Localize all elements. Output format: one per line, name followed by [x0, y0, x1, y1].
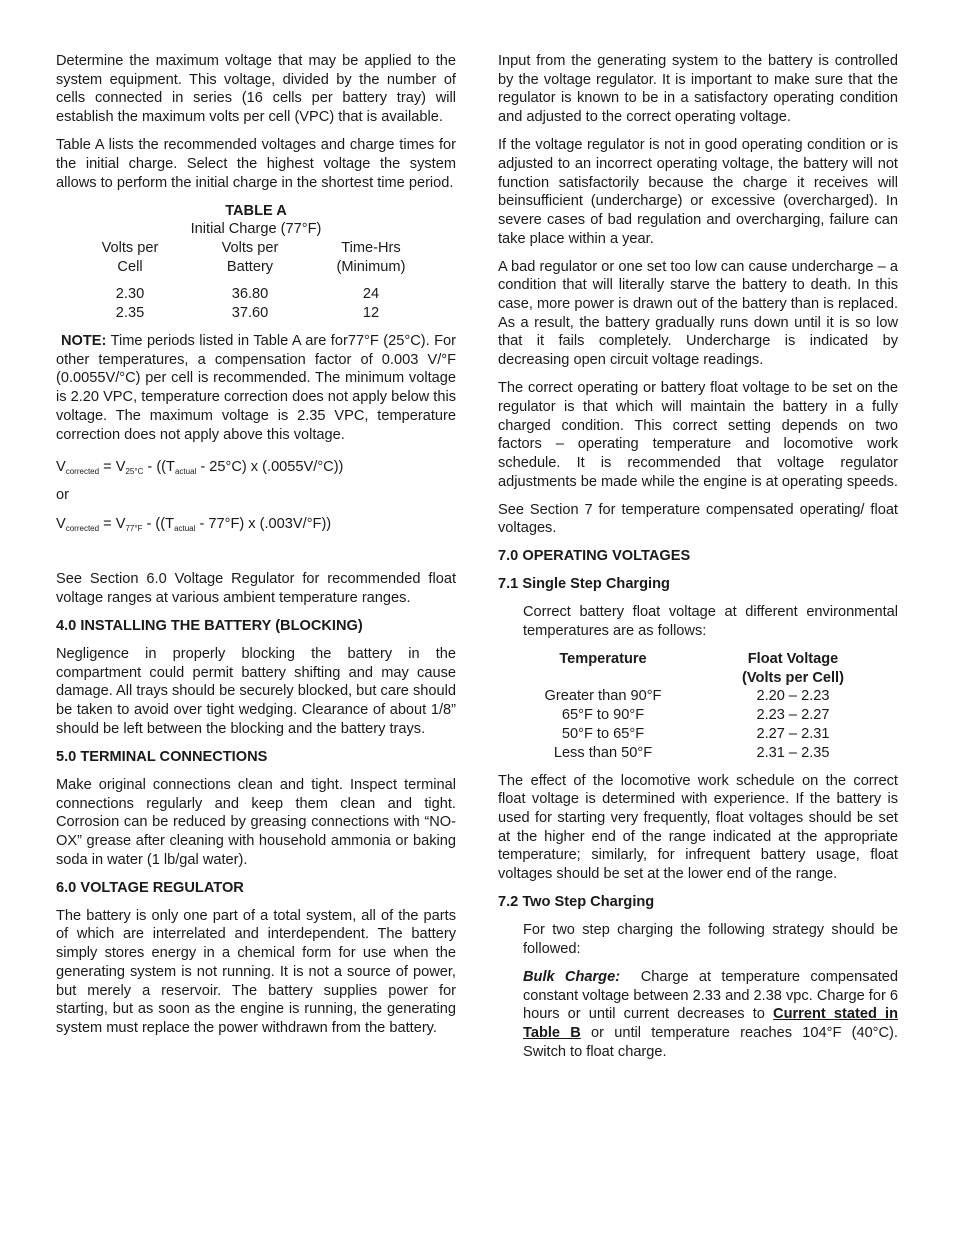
table-row	[508, 725, 888, 744]
table-row	[508, 744, 888, 763]
paragraph: Correct battery float voltage at different environmental temperatures are as follows:	[523, 604, 898, 640]
col-header: Temperature	[559, 651, 647, 668]
paragraph: The correct operating or battery float voltage to be set on the regulator is that which will maintain the battery in a fully charged condition. This correct setting depends on two factors – operating temperature and locomotive work schedule. It is recommended that voltage regulator adjustments be made while the engine is at operating speeds.	[498, 380, 898, 490]
section-heading: 6.0 VOLTAGE REGULATOR	[56, 879, 244, 896]
formula-eq: = V	[99, 459, 126, 476]
table-cell: 65°F to 90°F	[561, 707, 645, 724]
paragraph: A bad regulator or one set too low can cause undercharge – a condition that will literally starve the battery to death. In this case, more power is drawn out of the battery than is replaced. As a result, the battery gradually runs down until it is so low that it fails completely. Undercharge is indicated by decreasing open circuit voltage readings.	[498, 258, 898, 369]
table-cell: Less than 50°F	[553, 744, 653, 761]
formula-sub: corrected	[65, 523, 100, 533]
table-a	[56, 202, 456, 323]
formula-celsius	[56, 458, 456, 477]
formula-eq: = V	[99, 515, 126, 532]
table-cell: 24	[362, 286, 380, 303]
blocking-paragraph: Negligence in properly blocking the battery in the compartment could permit battery shifting and may cause damage. All trays should be securely blocked, but care should be taken to avoid over tight wedging. Clearance of about 1/8” should be left between the blocking and the battery trays.	[56, 646, 456, 737]
col-header: Cell	[117, 258, 143, 275]
section-heading: 5.0 TERMINAL CONNECTIONS	[56, 748, 268, 765]
table-cell: 2.27 – 2.31	[756, 725, 830, 742]
bulk-charge-paragraph	[523, 968, 903, 1062]
table-row	[508, 706, 888, 725]
table-cell: 37.60	[231, 305, 269, 322]
table-row	[70, 304, 432, 323]
table-row	[508, 687, 888, 706]
formula-mid: - ((T	[143, 459, 175, 476]
section-heading: 4.0 INSTALLING THE BATTERY (BLOCKING)	[56, 618, 363, 635]
left-column	[56, 52, 456, 1047]
formula-v: V	[56, 515, 66, 532]
table-cell: 50°F to 65°F	[561, 725, 645, 742]
table-cell: Greater than 90°F	[544, 688, 662, 705]
section-heading: 7.0 OPERATING VOLTAGES	[498, 548, 691, 565]
note-paragraph	[56, 332, 456, 444]
terminal-paragraph: Make original connections clean and tight. Inspect terminal connections regularly and keep them clean and tight. Corrosion can be reduced by greasing connections with “NO-OX” grease after cleaning with household ammonia or baking soda in water (1 lb/gal water).	[56, 776, 456, 868]
formula-sub: actual	[174, 467, 197, 477]
col-header: (Minimum)	[336, 258, 406, 275]
table-cell: 12	[362, 305, 380, 322]
formula-tail: - 25°C) x (.0055V/°C))	[196, 459, 344, 476]
regulator-paragraph: The battery is only one part of a total system, all of the parts of which are interrelated and interdependent. The battery simply stores energy in a chemical form for use when the generating system is not running. It is not a source of power, but merely a reservoir. The battery supplies power for starting, but as soon as the engine is running, the generating system must replace the power withdrawn from the battery.	[56, 907, 456, 1036]
formula-fahrenheit	[56, 515, 456, 534]
note-label: NOTE:	[61, 333, 107, 350]
col-header: Volts per	[101, 239, 159, 256]
table-row	[70, 285, 432, 304]
paragraph: The effect of the locomotive work schedule on the correct float voltage is determined with experience. If the battery is used for starting very frequently, float voltages should be set at the higher end of the range indicated at the appropriate temperature; similarly, for infrequent battery usage, float voltages should be set at the lower end of the range.	[498, 772, 898, 883]
table-b-reference: Current stated in Table B	[523, 1006, 898, 1041]
table-a-subtitle: Initial Charge (77°F)	[190, 221, 322, 238]
paragraph: Input from the generating system to the battery is controlled by the voltage regulator. It is important to make sure that the regulator is known to be in a satisfactory operating condition and adjusted to the correct operating voltage.	[498, 53, 898, 126]
formula-sub: 25°C	[125, 467, 144, 477]
table-a-intro: Table A lists the recommended voltages and charge times for the initial charge. Select the highest voltage the system allows to perform the initial charge in the shortest time period.	[56, 137, 456, 191]
formula-tail: - 77°F) x (.003V/°F))	[195, 515, 332, 532]
bulk-charge-label: Bulk Charge:	[523, 968, 621, 985]
table-a-grid	[70, 239, 432, 323]
subsection-heading: 7.2 Two Step Charging	[498, 894, 655, 911]
table-cell: 36.80	[231, 286, 269, 303]
paragraph: For two step charging the following strategy should be followed:	[523, 922, 898, 957]
paragraph: See Section 7 for temperature compensated operating/ float voltages.	[498, 501, 898, 537]
paragraph: If the voltage regulator is not in good operating condition or is adjusted to an incorrect operating voltage, the battery will not function satisfactorily because the charge it receives will beinsufficient (undercharge) or excessive (overcharged). In severe cases of bad regulation and overcharging, failure can take place within a year.	[498, 137, 898, 247]
col-header: (Volts per Cell)	[742, 669, 844, 686]
col-header: Battery	[226, 258, 274, 275]
formula-sub: actual	[174, 523, 196, 533]
table-a-header-row	[70, 239, 432, 276]
table-cell: 2.35	[115, 305, 145, 322]
table-cell: 2.23 – 2.27	[756, 707, 830, 724]
float-voltage-table	[508, 650, 888, 762]
formula-v: V	[56, 459, 66, 476]
formula-sub: 77°F	[125, 523, 143, 533]
col-header: Volts per	[221, 239, 279, 256]
formula-sub: corrected	[65, 467, 100, 477]
regulator-reference: See Section 6.0 Voltage Regulator for recommended float voltage ranges at various ambient temperature ranges.	[56, 571, 456, 607]
table-a-title: TABLE A	[225, 202, 287, 219]
table-header-row	[508, 650, 888, 687]
bulk-text: Charge at temperature compensated constant voltage between 2.33 and 2.38 vpc. Charge for 6 hours or until current decreases to	[523, 968, 903, 1023]
note-text: Time periods listed in Table A are for77°F (25°C). For other temperatures, a compensation factor of 0.003 V/°F (0.0055V/°C) per cell is recommended. The minimum voltage is 2.20 VPC, temperature correction does not apply below this voltage. The maximum voltage is 2.35 VPC, temperature correction does not apply above this voltage.	[56, 333, 456, 443]
right-column	[498, 52, 903, 1071]
col-header: Float Voltage	[747, 651, 839, 668]
table-cell: 2.20 – 2.23	[756, 688, 830, 705]
col-header: Time-Hrs	[341, 239, 401, 256]
intro-paragraph: Determine the maximum voltage that may be applied to the system equipment. This voltage, divided by the number of cells connected in series (16 cells per battery tray) will establish the maximum volts per cell (VPC) that is available.	[56, 53, 456, 126]
formula-or: or	[56, 486, 69, 503]
formula-mid: - ((T	[142, 515, 175, 532]
subsection-heading: 7.1 Single Step Charging	[498, 576, 670, 593]
bulk-text: or until temperature reaches 104°F (40°C). Switch to float charge.	[523, 1024, 898, 1060]
table-cell: 2.30	[115, 286, 145, 303]
table-cell: 2.31 – 2.35	[756, 744, 830, 761]
